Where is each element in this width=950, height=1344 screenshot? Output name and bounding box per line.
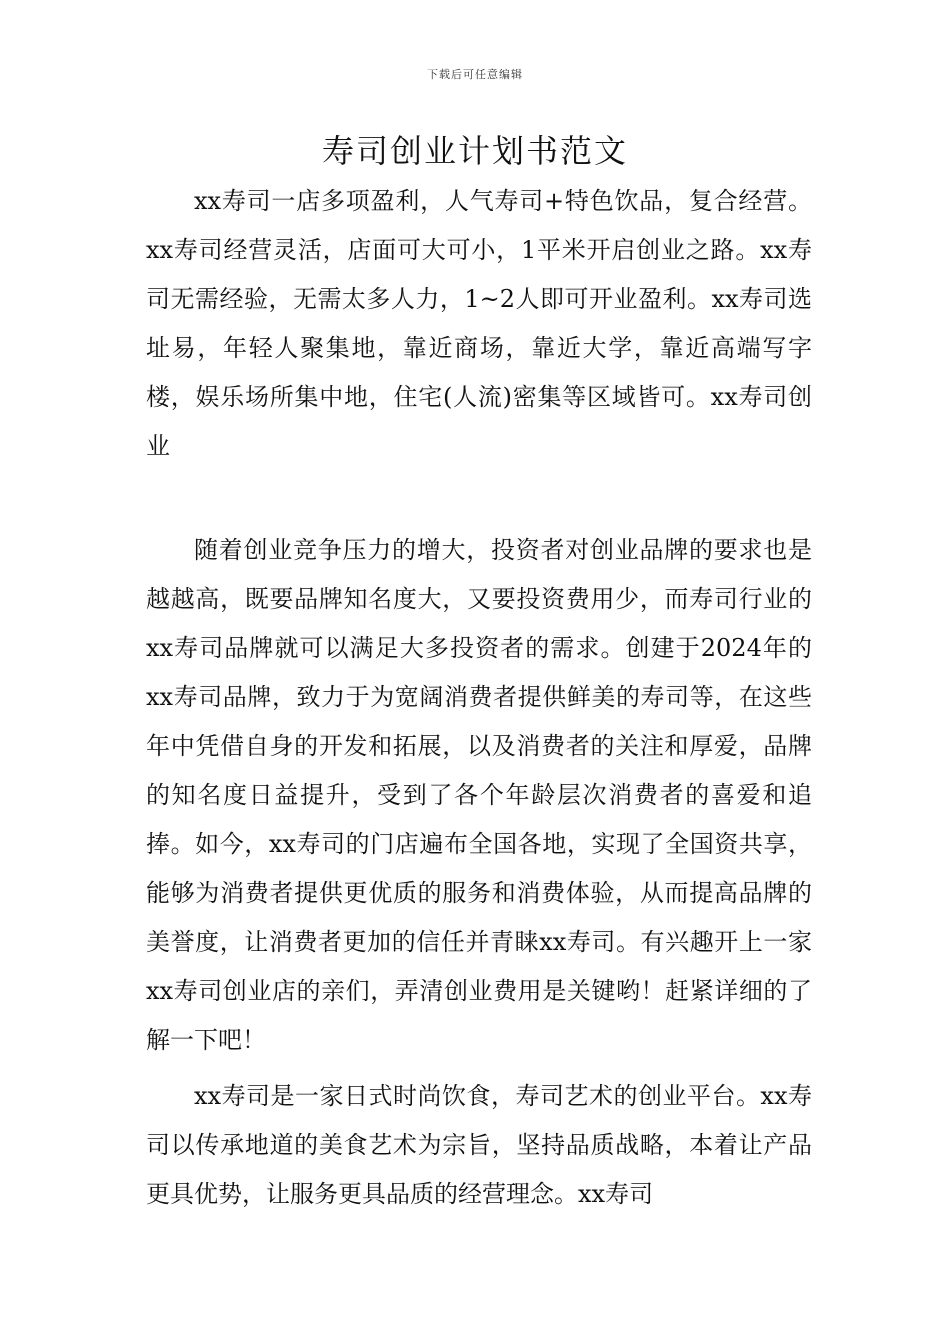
- paragraph-brand-philosophy: xx寿司是一家日式时尚饮食，寿司艺术的创业平台。xx寿司以传承地道的美食艺术为宗旨，坚持品质战略，本着让产品更具优势，让服务更具品质的经营理念。xx寿司: [146, 1082, 812, 1208]
- page-header-note: 下载后可任意编辑: [427, 68, 523, 81]
- document-title: 寿司创业计划书范文: [321, 132, 628, 170]
- paragraph-intro: xx寿司一店多项盈利，人气寿司+特色饮品，复合经营。xx寿司经营灵活，店面可大可小，1平米开启创业之路。xx寿司无需经验，无需太多人力，1~2人即可开业盈利。xx寿司选址易，年轻人聚集地，靠近商场，靠近大学，靠近高端写字楼，娱乐场所集中地，住宅(人流)密集等区域皆可。xx寿司创业: [146, 187, 812, 460]
- paragraph-brand-overview: 随着创业竞争压力的增大，投资者对创业品牌的要求也是越越高，既要品牌知名度大，又要投资费用少，而寿司行业的xx寿司品牌就可以满足大多投资者的需求。创建于2024年的xx寿司品牌，致力于为宽阔消费者提供鲜美的寿司等，在这些年中凭借自身的开发和拓展，以及消费者的关注和厚爱，品牌的知名度日益提升，受到了各个年龄层次消费者的喜爱和追捧。如今，xx寿司的门店遍布全国各地，实现了全国资共享，能够为消费者提供更优质的服务和消费体验，从而提高品牌的美誉度，让消费者更加的信任并青睐xx寿司。有兴趣开上一家xx寿司创业店的亲们，弄清创业费用是关键哟！赶紧详细的了解一下吧！: [146, 536, 812, 1054]
